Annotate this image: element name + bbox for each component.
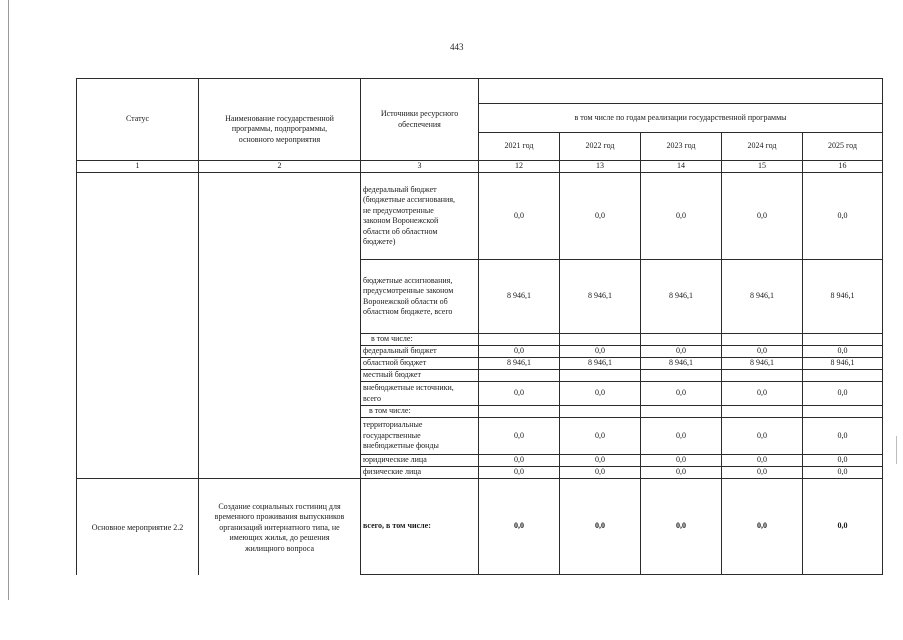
col-number: 14 xyxy=(641,161,722,173)
value-cell xyxy=(641,406,722,418)
value-cell: 0,0 xyxy=(722,479,803,575)
measure-status: Основное мероприятие 2.2 xyxy=(77,479,199,575)
value-cell: 0,0 xyxy=(479,479,560,575)
source-cell: бюджетные ассигнования, предусмотренные законом Воронежской области об областном бюджете, всего xyxy=(361,260,479,334)
column-number-row xyxy=(77,161,883,173)
value-cell: 0,0 xyxy=(641,346,722,358)
col-number: 3 xyxy=(361,161,479,173)
value-cell: 0,0 xyxy=(803,479,883,575)
value-cell: 0,0 xyxy=(641,173,722,260)
value-cell xyxy=(560,370,641,382)
source-cell: территориальные государственные внебюджетные фонды xyxy=(361,418,479,455)
status-cell-empty xyxy=(77,173,199,479)
measure-source: всего, в том числе: xyxy=(361,479,479,575)
value-cell: 8 946,1 xyxy=(641,358,722,370)
year-2021: 2021 год xyxy=(479,133,560,161)
value-cell: 8 946,1 xyxy=(560,358,641,370)
value-cell: 8 946,1 xyxy=(722,260,803,334)
scan-edge-mark xyxy=(896,436,897,464)
value-cell: 0,0 xyxy=(641,382,722,406)
value-cell: 0,0 xyxy=(641,467,722,479)
col-number: 15 xyxy=(722,161,803,173)
value-cell xyxy=(560,406,641,418)
source-cell: федеральный бюджет (бюджетные ассигнования, не предусмотренные законом Воронежской области об областном бюджете) xyxy=(361,173,479,260)
value-cell: 0,0 xyxy=(560,346,641,358)
value-cell: 0,0 xyxy=(479,173,560,260)
value-cell xyxy=(722,370,803,382)
value-cell: 0,0 xyxy=(803,467,883,479)
value-cell: 0,0 xyxy=(560,479,641,575)
source-cell: юридические лица xyxy=(361,455,479,467)
value-cell: 8 946,1 xyxy=(722,358,803,370)
value-cell: 0,0 xyxy=(479,382,560,406)
value-cell xyxy=(479,406,560,418)
value-cell: 0,0 xyxy=(803,455,883,467)
value-cell: 0,0 xyxy=(722,346,803,358)
source-cell: внебюджетные источники, всего xyxy=(361,382,479,406)
value-cell: 8 946,1 xyxy=(560,260,641,334)
header-sources: Источники ресурсного обеспечения xyxy=(361,79,479,161)
value-cell xyxy=(722,406,803,418)
value-cell: 0,0 xyxy=(641,479,722,575)
table-row xyxy=(77,173,883,260)
value-cell: 0,0 xyxy=(803,382,883,406)
year-2023: 2023 год xyxy=(641,133,722,161)
value-cell: 0,0 xyxy=(722,382,803,406)
value-cell xyxy=(803,406,883,418)
value-cell: 8 946,1 xyxy=(479,260,560,334)
value-cell: 0,0 xyxy=(641,418,722,455)
source-cell: местный бюджет xyxy=(361,370,479,382)
col-number: 16 xyxy=(803,161,883,173)
value-cell: 8 946,1 xyxy=(479,358,560,370)
value-cell: 0,0 xyxy=(803,418,883,455)
header-years-title: в том числе по годам реализации государственной программы xyxy=(479,104,883,133)
value-cell xyxy=(641,334,722,346)
value-cell: 0,0 xyxy=(560,455,641,467)
name-cell-empty xyxy=(199,173,361,479)
value-cell: 0,0 xyxy=(479,346,560,358)
table-row-measure xyxy=(77,479,883,575)
source-cell: физические лица xyxy=(361,467,479,479)
value-cell: 0,0 xyxy=(479,455,560,467)
value-cell: 0,0 xyxy=(479,467,560,479)
col-number: 2 xyxy=(199,161,361,173)
value-cell: 0,0 xyxy=(560,382,641,406)
value-cell: 0,0 xyxy=(479,418,560,455)
value-cell: 8 946,1 xyxy=(803,260,883,334)
value-cell: 8 946,1 xyxy=(641,260,722,334)
budget-table-sheet xyxy=(76,78,882,582)
source-cell: в том числе: xyxy=(361,334,479,346)
value-cell: 8 946,1 xyxy=(803,358,883,370)
year-2022: 2022 год xyxy=(560,133,641,161)
value-cell: 0,0 xyxy=(803,346,883,358)
header-status: Статус xyxy=(77,79,199,161)
value-cell: 0,0 xyxy=(641,455,722,467)
value-cell xyxy=(479,370,560,382)
resource-table xyxy=(76,78,883,575)
value-cell: 0,0 xyxy=(722,418,803,455)
value-cell xyxy=(560,334,641,346)
value-cell: 0,0 xyxy=(722,455,803,467)
col-number: 13 xyxy=(560,161,641,173)
value-cell: 0,0 xyxy=(560,467,641,479)
col-number: 1 xyxy=(77,161,199,173)
header-name: Наименование государственной программы, подпрограммы, основного мероприятия xyxy=(199,79,361,161)
source-cell: в том числе: xyxy=(361,406,479,418)
value-cell xyxy=(722,334,803,346)
value-cell: 0,0 xyxy=(803,173,883,260)
value-cell xyxy=(803,370,883,382)
scan-edge-line xyxy=(8,0,9,600)
value-cell xyxy=(479,334,560,346)
measure-name: Создание социальных гостиниц для временного проживания выпускников организаций интернатного типа, не имеющих жилья, до решения жилищного вопроса xyxy=(199,479,361,575)
value-cell: 0,0 xyxy=(560,418,641,455)
value-cell xyxy=(641,370,722,382)
value-cell: 0,0 xyxy=(722,467,803,479)
year-2024: 2024 год xyxy=(722,133,803,161)
year-2025: 2025 год xyxy=(803,133,883,161)
header-blank-band xyxy=(479,79,883,104)
value-cell: 0,0 xyxy=(560,173,641,260)
source-cell: федеральный бюджет xyxy=(361,346,479,358)
source-cell: областной бюджет xyxy=(361,358,479,370)
value-cell xyxy=(803,334,883,346)
page-number: 443 xyxy=(450,42,464,52)
col-number: 12 xyxy=(479,161,560,173)
value-cell: 0,0 xyxy=(722,173,803,260)
header-row-top xyxy=(77,79,883,104)
